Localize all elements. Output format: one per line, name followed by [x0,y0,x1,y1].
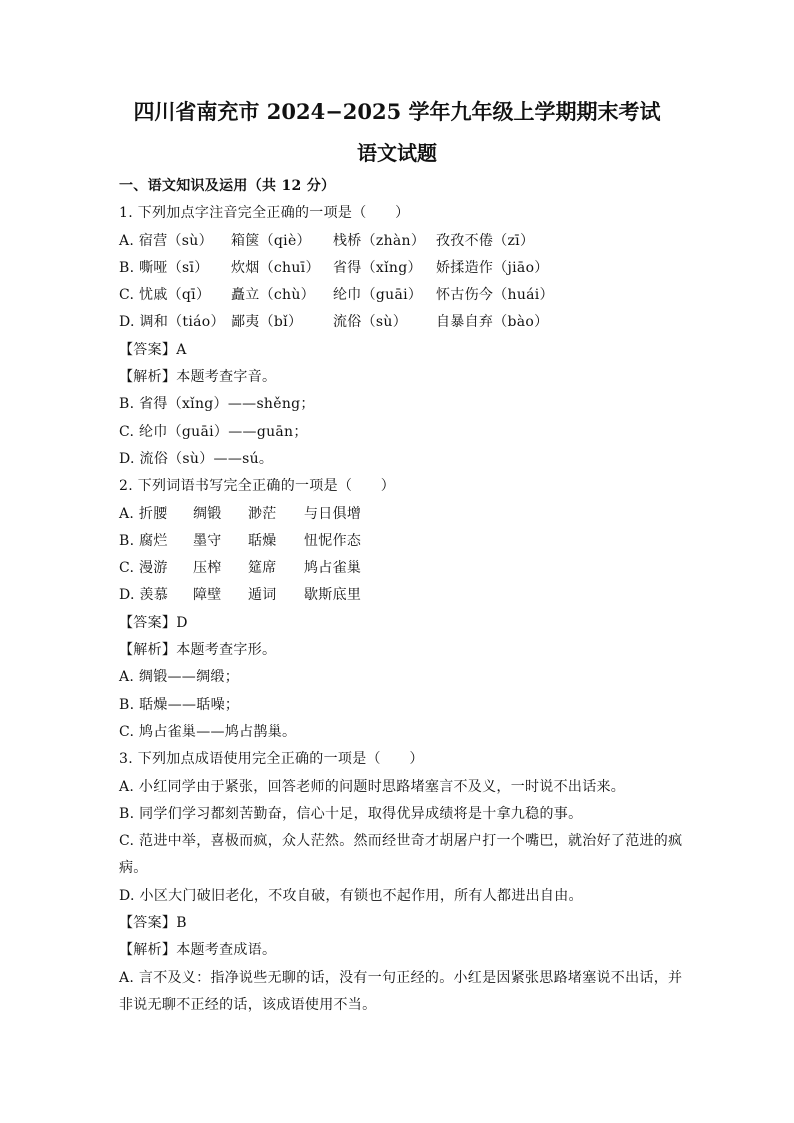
question-1-option-c [119,282,719,309]
option-item: 鄙夷（bǐ） [231,314,303,331]
question-2-option-a [119,501,719,528]
option-item: D. 调和（tiáo） [119,314,225,331]
exam-title: 四川省南充市 2024−2025 学年九年级上学期期末考试 [133,99,661,124]
question-2-analysis: 【解析】本题考查字形。 [119,642,277,659]
option-item: 纶巾（guāi） [333,287,423,304]
question-3-option-a: A. 小红同学由于紧张，回答老师的问题时思路堵塞言不及义，一时说不出话来。 [119,778,626,795]
question-2-option-b [119,528,719,555]
question-1-answer: 【答案】A [119,341,187,358]
exam-body [119,173,719,1019]
option-item: B. 腐烂 [119,532,168,549]
question-1-option-d [119,309,719,336]
option-item: 筵席 [248,560,277,577]
question-1-note: C. 纶巾（guāi）——guān； [119,423,308,440]
question-2-note: B. 聒燥——聒噪； [119,696,240,713]
option-item: A. 折腰 [119,505,168,522]
option-item: D. 羡慕 [119,587,169,604]
option-item: 聒燥 [248,532,277,549]
option-item: 矗立（chù） [231,287,315,304]
option-item: 压榨 [193,560,222,577]
option-item: 渺茫 [248,505,277,522]
option-item: 与日俱增 [304,505,362,522]
question-3-analysis: 【解析】本题考查成语。 [119,942,277,959]
option-item: 栈桥（zhàn） [333,232,426,249]
question-1-analysis: 【解析】本题考查字音。 [119,369,277,386]
question-2-stem: 2. 下列词语书写完全正确的一项是（ ） [119,478,396,495]
question-1-stem: 1. 下列加点字注音完全正确的一项是（ ） [119,205,410,222]
option-item: 墨守 [193,532,222,549]
exam-subtitle: 语文试题 [357,141,437,165]
question-3-option-c-continued: 病。 [119,860,148,877]
option-item: 箱箧（qiè） [231,232,311,249]
question-3-option-d: D. 小区大门破旧老化，不攻自破，有锁也不起作用，所有人都进出自由。 [119,887,583,904]
question-2-answer: 【答案】D [119,614,188,631]
option-item: 娇揉造作（jiāo） [436,259,549,276]
question-3-option-c: C. 范进中举，喜极而疯，众人茫然。然而经世奇才胡屠户打一个嘴巴，就治好了范进的疯 [119,833,683,850]
option-item: 怀古伤今（huái） [436,287,554,304]
option-item: 省得（xǐng） [333,259,422,276]
option-item: 歇斯底里 [304,587,362,604]
question-1-note: D. 流俗（sù）——sú。 [119,450,274,467]
question-1-option-b [119,255,719,282]
option-item: 障壁 [193,587,222,604]
option-item: 鸠占雀巢 [304,560,362,577]
question-2-option-c [119,555,719,582]
option-item: 孜孜不倦（zī） [436,232,535,249]
option-item: C. 忧戚（qī） [119,287,211,304]
question-3-option-b: B. 同学们学习都刻苦勤奋，信心十足，取得优异成绩将是十拿九稳的事。 [119,805,583,822]
question-1-option-a [119,228,719,255]
question-2-note: A. 绸锻——绸缎； [119,669,240,686]
question-1-note: B. 省得（xǐng）——shěng； [119,396,315,413]
question-3-stem: 3. 下列加点成语使用完全正确的一项是（ ） [119,751,424,768]
section-heading: 一、语文知识及运用（共 12 分） [119,178,336,194]
option-item: C. 漫游 [119,560,168,577]
option-item: 绸锻 [193,505,222,522]
question-2-note: C. 鸠占雀巢——鸠占鹊巢。 [119,723,297,740]
option-item: B. 嘶哑（sī） [119,259,209,276]
option-item: A. 宿营（sù） [119,232,213,249]
question-3-note-a: A. 言不及义：指净说些无聊的话，没有一句正经的。小红是因紧张思路堵塞说不出话，并 [119,969,683,986]
option-item: 忸怩作态 [304,532,362,549]
option-item: 自暴自弃（bào） [436,314,549,331]
question-2-option-d [119,582,719,609]
option-item: 遁词 [248,587,277,604]
option-item: 炊烟（chuī） [231,259,320,276]
question-3-note-a-continued: 非说无聊不正经的话，该成语使用不当。 [119,996,377,1013]
option-item: 流俗（sù） [333,314,408,331]
question-3-answer: 【答案】B [119,915,187,932]
